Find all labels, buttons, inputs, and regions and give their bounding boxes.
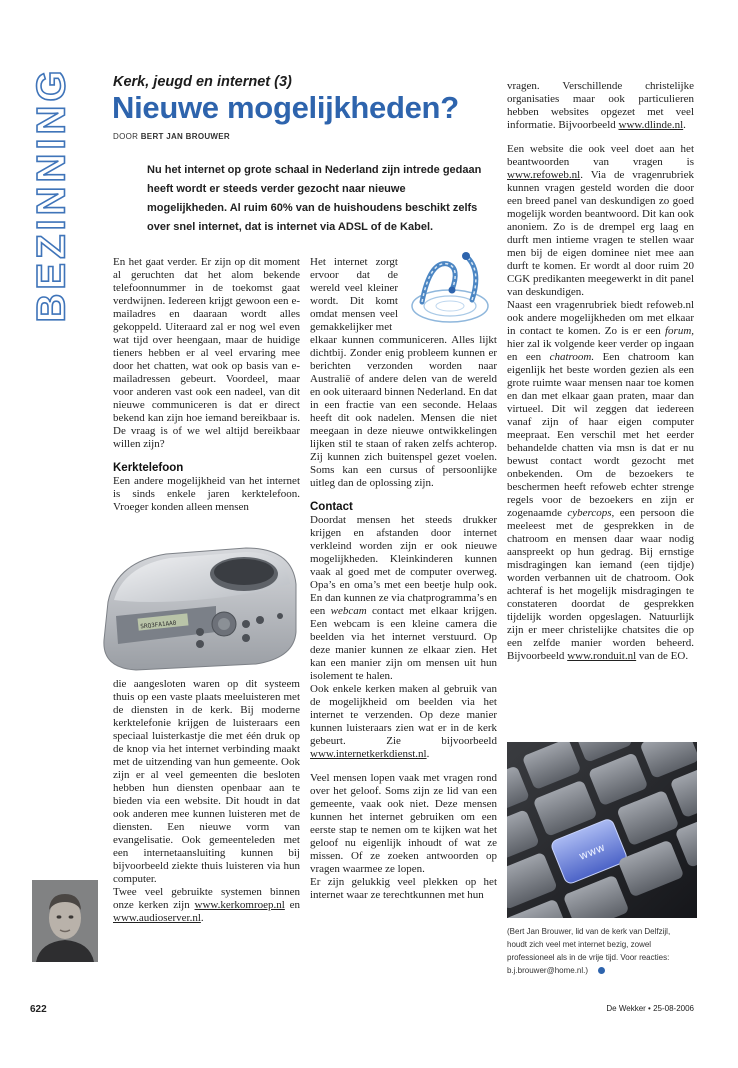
column-3 xyxy=(507,80,694,663)
paragraph: Een andere mogelijkheid van het internet is sinds enkele jaren kerktelefoon. Vroeger konden alleen mensen xyxy=(113,475,300,513)
kerktelefoon-device-image xyxy=(96,540,301,675)
author-photo xyxy=(32,880,98,962)
column-2-body xyxy=(310,334,497,902)
link-audioserver[interactable]: www.audioserver.nl xyxy=(113,912,201,924)
article-headline: Nieuwe mogelijkheden? xyxy=(112,90,459,125)
column-1-bottom xyxy=(113,678,300,925)
page-number: 622 xyxy=(30,1004,47,1015)
link-dlinde[interactable]: www.dlinde.nl xyxy=(618,119,684,131)
paragraph: Veel mensen lopen vaak met vragen rond over het geloof. Soms zijn ze lid van een gemeente, vaak ook niet. Deze mensen kunnen het internet gebruiken om een eerste stap te nemen om te kijken wat het geloof nu eigenlijk inhoudt of wat ze missen. Of ze zoeken antwoorden op vragen waarmee ze lopen. xyxy=(310,772,497,875)
paragraph: Een website die ook veel doet aan het beantwoorden van vragen is www.refoweb.nl. Via de vragenrubriek kunnen vragen gesteld worden die door een breed panel van deskundigen zo goed mogelijk worden beantwoord. Dit kan ook anoniem. Zo is de drempel erg laag en durft men intieme vragen te stellen waar men bij de eigen dominee niet mee aan durft te komen. Er wordt al door ruim 20 CGK predikanten meegewerkt in dit panel van deskundigen. xyxy=(507,143,694,298)
paragraph: vragen. Verschillende christelijke organisaties maar ook particulieren hebben websites opgezet met veel informatie. Bijvoorbeeld www.dlinde.nl. xyxy=(507,80,694,131)
link-internetkerkdienst[interactable]: www.internetkerkdienst.nl xyxy=(310,748,427,760)
author-caption: (Bert Jan Brouwer, lid van de kerk van Delfzijl, houdt zich veel met internet bezig, zowel professioneel als in de vrije tijd. Voor reacties: b.j.brouwer@home.nl.) xyxy=(507,927,671,975)
section-title-text: BEZINNING xyxy=(29,66,74,322)
end-mark-dot xyxy=(598,967,605,974)
byline-prefix: DOOR xyxy=(113,132,139,141)
link-kerkomroep[interactable]: www.kerkomroep.nl xyxy=(194,899,285,911)
link-refoweb[interactable]: www.refoweb.nl xyxy=(507,169,581,181)
www-key-label: www xyxy=(577,840,607,863)
paragraph: Twee veel gebruikte systemen binnen onze kerken zijn www.kerkomroep.nl en www.audioserver.nl. xyxy=(113,886,301,924)
paragraph: die aangesloten waren op dit systeem thuis op een vaste plaats meeluisteren met de diensten in de kerk. Bij moderne kerktelefonie krijgen de luisteraars een speciaal luisterkastje die met één druk op de knop via het internet verbinding maakt met de uitzending van hun gemeente. Ook zijn er al veel gemeenten die besloten hebben hun diensten openbaar aan te bieden via een website. Dit houdt in dat ook anderen mee kunnen luisteren met de diensten. Een nieuwe vorm van evangelisatie. Ook gemeenteleden met een internetaansluiting kunnen bij bijvoorbeeld ziekte thuis luisteren via hun computer. xyxy=(113,678,300,885)
column-1-top xyxy=(113,256,300,514)
byline xyxy=(113,132,230,141)
subheading-kerktelefoon: Kerktelefoon xyxy=(113,462,184,474)
paragraph: Er zijn gelukkig veel plekken op het internet waar ze terechtkunnen met hun xyxy=(310,876,497,901)
subheading-contact: Contact xyxy=(310,501,353,513)
paragraph: Ook enkele kerken maken al gebruik van de mogelijkheid om beelden via het internet te verzenden. Op deze manier kunnen luisteraars zien wat er in de kerk gebeurt. Zie bijvoorbeeld www.internetkerkdienst.nl. xyxy=(310,683,497,760)
section-title-vertical xyxy=(22,66,82,322)
paragraph: elkaar kunnen communiceren. Alles lijkt dichtbij. Zonder enig probleem kunnen er berichten verzonden worden naar Australië of andere delen van de wereld en ook uiteraard binnen Nederland. En dat in een fractie van een seconde. Helaas heeft dit ook nadelen. Mensen die niet meegaan in deze nieuwe ontwikkelingen lijken stil te staan of raken zelfs achterop. Zij kunnen zich buitenspel gezet voelen. Soms kan een cursus of persoonlijke uitleg dan de oplossing zijn. xyxy=(310,334,497,489)
keyboard-www-key-photo xyxy=(507,742,697,918)
network-globe-illustration xyxy=(402,250,498,330)
series-kicker: Kerk, jeugd en internet (3) xyxy=(113,74,292,90)
paragraph: Doordat mensen het steeds drukker krijgen en afstanden door internet verkleind worden zijn er ook nieuwe mogelijkheden. Kleinkinderen kunnen vaak al goed met de computer overweg. Opa’s en oma’s met een beetje hulp ook. En dan kunnen ze via chatprogramma’s en een webcam contact met elkaar krijgen. Een webcam is een kleine camera die beelden via het internet verstuurd. Op deze manier kunnen ze elkaar zien. Het kan een manier zijn om mensen uit hun isolement te halen. xyxy=(310,514,498,682)
byline-author: BERT JAN BROUWER xyxy=(140,132,230,141)
column-2-top xyxy=(310,256,398,334)
paragraph: Naast een vragenrubriek biedt refoweb.nl ook andere mogelijkheden om met elkaar in contact te komen. Zo is er een forum, hier zal ik volgende keer verder op ingaan en een chatroom. Een chatroom kan eigenlijk het beste worden gezien als een grote ruimte waar mensen naar toe komen en dan met elkaar gaan praten, maar dan virtueel. Dit wil zeggen dat iedereen vanaf zijn of haar eigen computer meepraat. Een verschil met het eerder behandelde chatten via msn is dat er nu bewust contact wordt gezocht met onbekenden. Om de bezoekers te beschermen heeft refoweb echter strenge regels voor de bezoekers en zijn er zogenaamde cybercops, een persoon die meeleest met de gesprekken in de chatroom en mensen daar waar nodig aanspreekt op hun gedrag. Bij ernstige misdragingen kan iemand (een tijdje) worden verbannen uit de chatroom. Ook achteraf is het mogelijk misdragingen te constateren doordat de gesprekken tijdelijk worden opgeslagen. Natuurlijk zijn er meer christelijke chatsites die op een zelfde manier worden beheerd. Bijvoorbeeld www.ronduit.nl van de EO. xyxy=(507,299,695,662)
lead-paragraph: Nu het internet op grote schaal in Nederland zijn intrede gedaan heeft wordt er steeds verder gezocht naar nieuwe mogelijkheden. Al ruim 60% van de huishoudens beschikt zelfs over snel internet, dat is internet via ADSL of de Kabel. xyxy=(147,164,482,233)
link-ronduit[interactable]: www.ronduit.nl xyxy=(567,650,637,662)
paragraph: En het gaat verder. Er zijn op dit moment al geruchten dat het alom bekende telefoonnummer in de toekomst gaat verdwijnen. Iedereen krijgt gewoon een e-mailadres en daaraan wordt alles gekoppeld. Uiteraard zal er nog wel even wat tijd over heengaan, maar de huidige tieners hebben er al veel ervaring mee door het chatten, wat ook op basis van e-mailadressen gebeurt. Voordeel, maar voor anderen vast ook een nadeel, van dit nieuwe communiceren is dat er direct bekend kan zijn hoe iemand bereikbaar is. De vraag is of we wel altijd bereikbaar willen zijn? xyxy=(113,256,300,450)
publication-source: De Wekker • 25-08-2006 xyxy=(606,1004,694,1013)
paragraph: Het internet zorgt ervoor dat de wereld veel kleiner wordt. Dit komt omdat mensen veel gemakkelijker met xyxy=(310,256,398,333)
device-display-text: SRQ3FA1AA0 xyxy=(140,619,177,631)
